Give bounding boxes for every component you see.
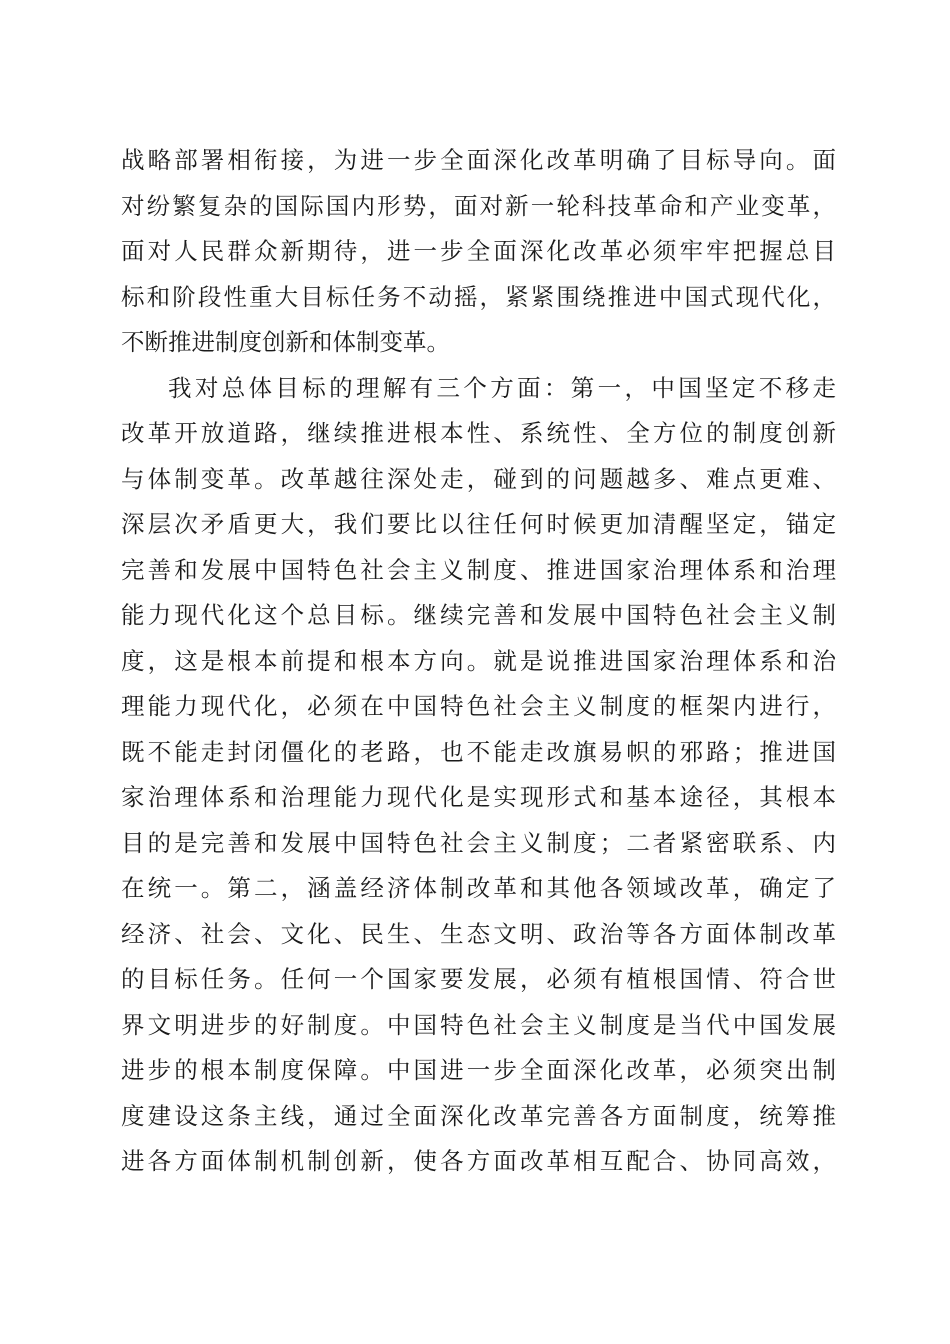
text-line: 能力现代化这个总目标。继续完善和发展中国特色社会主义制 — [121, 601, 836, 629]
paragraph-2 — [121, 366, 836, 1185]
text-line: 界文明进步的好制度。中国特色社会主义制度是当代中国发展 — [121, 1010, 836, 1039]
text-line: 经济、社会、文化、民生、生态文明、政治等各方面体制改革 — [121, 919, 836, 948]
text-line: 理能力现代化，必须在中国特色社会主义制度的框架内进行， — [121, 692, 836, 720]
text-line: 度建设这条主线，通过全面深化改革完善各方面制度，统筹推 — [121, 1101, 836, 1130]
text-line: 在统一。第二，涵盖经济体制改革和其他各领域改革，确定了 — [121, 874, 836, 902]
text-line: 目的是完善和发展中国特色社会主义制度；二者紧密联系、内 — [121, 828, 836, 857]
paragraph-1 — [121, 138, 836, 366]
text-line: 既不能走封闭僵化的老路，也不能走改旗易帜的邪路；推进国 — [121, 737, 836, 766]
text-line: 面对人民群众新期待，进一步全面深化改革必须牢牢把握总目 — [121, 237, 836, 265]
text-line: 我对总体目标的理解有三个方面：第一，中国坚定不移走 — [168, 373, 836, 402]
text-line: 对纷繁复杂的国际国内形势，面对新一轮科技革命和产业变革， — [121, 191, 836, 220]
text-line: 与体制变革。改革越往深处走，碰到的问题越多、难点更难、 — [121, 464, 836, 493]
text-line: 不断推进制度创新和体制变革。 — [121, 328, 450, 356]
text-line: 家治理体系和治理能力现代化是实现形式和基本途径，其根本 — [121, 783, 836, 811]
text-line: 改革开放道路，继续推进根本性、系统性、全方位的制度创新 — [121, 419, 836, 447]
document-body — [121, 138, 836, 1185]
text-line: 标和阶段性重大目标任务不动摇，紧紧围绕推进中国式现代化， — [121, 282, 836, 311]
text-line: 的目标任务。任何一个国家要发展，必须有植根国情、符合世 — [121, 965, 836, 993]
text-line: 深层次矛盾更大，我们要比以往任何时候更加清醒坚定，锚定 — [121, 510, 836, 538]
text-line: 进各方面体制机制创新，使各方面改革相互配合、协同高效， — [121, 1147, 836, 1175]
text-line: 战略部署相衔接，为进一步全面深化改革明确了目标导向。面 — [121, 146, 836, 174]
text-line: 度，这是根本前提和根本方向。就是说推进国家治理体系和治 — [121, 646, 836, 675]
text-line: 进步的根本制度保障。中国进一步全面深化改革，必须突出制 — [121, 1056, 836, 1084]
text-line: 完善和发展中国特色社会主义制度、推进国家治理体系和治理 — [121, 555, 836, 584]
